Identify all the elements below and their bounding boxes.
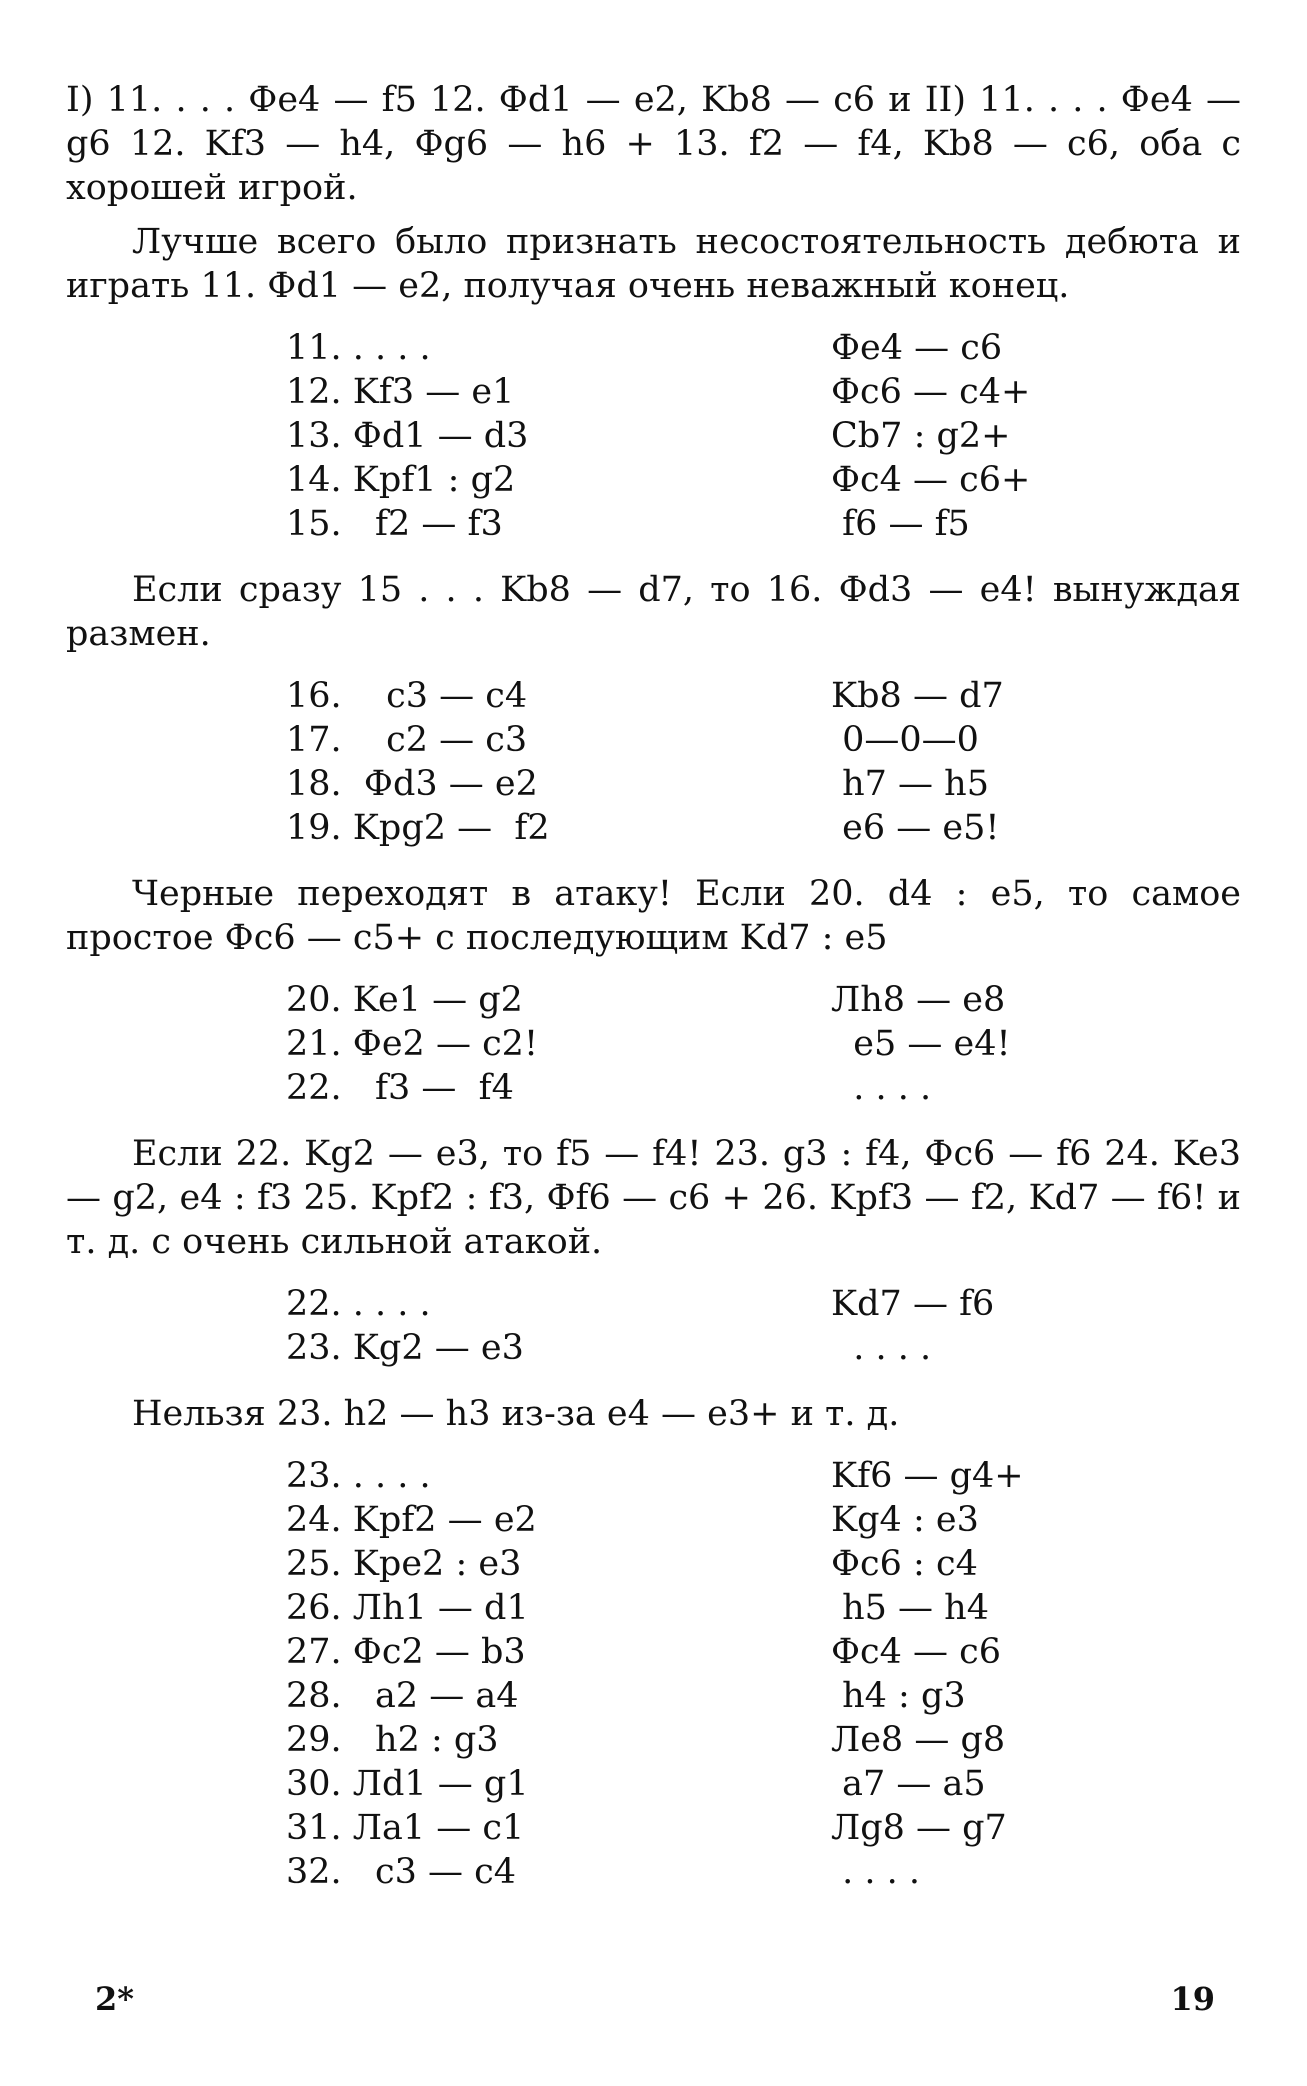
black-move: Лg8 — g7	[831, 1808, 1007, 1848]
paragraph-immediate: Если сразу 15 . . . Kb8 — d7, то 16. Фd3 — e4! вынуждая размен.	[66, 570, 1241, 654]
black-move: Cb7 : g2+	[831, 416, 1011, 456]
signature-mark: 2*	[95, 1980, 134, 2018]
white-move: 19. Kpg2 — f2	[286, 808, 550, 848]
black-move: Фс4 — с6	[831, 1632, 1002, 1672]
white-move: 26. Лh1 — d1	[286, 1588, 529, 1628]
white-move: 13. Фd1 — d3	[286, 416, 529, 456]
move-table-2	[286, 674, 1241, 850]
black-move: Фс6 : с4	[831, 1544, 978, 1584]
white-move: 29. h2 : g3	[286, 1720, 499, 1760]
white-move: 22. . . . .	[286, 1284, 431, 1324]
black-move: f6 — f5	[831, 504, 970, 544]
white-move: 28. a2 — a4	[286, 1676, 519, 1716]
paragraph-attack: Черные переходят в атаку! Если 20. d4 : e5, то самое простое Фс6 — с5+ с последующим Kd7 : e5	[66, 874, 1241, 958]
white-move: 21. Фе2 — с2!	[286, 1024, 539, 1064]
white-move: 31. Лa1 — c1	[286, 1808, 525, 1848]
black-move: Kd7 — f6	[831, 1284, 995, 1324]
white-move: 32. c3 — c4	[286, 1852, 517, 1892]
white-move: 14. Kpf1 : g2	[286, 460, 516, 500]
white-move: 22. f3 — f4	[286, 1068, 514, 1108]
paragraph-best-move: Лучше всего было признать несостоятельность дебюта и играть 11. Фd1 — e2, получая очень неважный конец.	[66, 222, 1241, 306]
black-move: Kf6 — g4+	[831, 1456, 1024, 1496]
black-move: Лh8 — e8	[831, 980, 1006, 1020]
black-move: Фс4 — с6+	[831, 460, 1031, 500]
move-table-1	[286, 326, 1241, 546]
move-table-3	[286, 978, 1241, 1110]
black-move: Фс6 — с4+	[831, 372, 1031, 412]
white-move: 24. Kpf2 — e2	[286, 1500, 537, 1540]
black-move: . . . .	[831, 1852, 921, 1892]
black-move: e6 — e5!	[831, 808, 1000, 848]
black-move: Фе4 — с6	[831, 328, 1003, 368]
black-move: Kb8 — d7	[831, 676, 1004, 716]
black-move: h4 : g3	[831, 1676, 966, 1716]
white-move: 15. f2 — f3	[286, 504, 503, 544]
white-move: 11. . . . .	[286, 328, 431, 368]
paragraph-strong-attack: Если 22. Kg2 — e3, то f5 — f4! 23. g3 : f4, Фс6 — f6 24. Ke3 — g2, e4 : f3 25. Kpf2 : f3, Фf6 — c6 + 26. Kpf3 — f2, Kd7 — f6! и т. д. с очень сильной атакой.	[66, 1134, 1241, 1262]
white-move: 18. Фd3 — e2	[286, 764, 538, 804]
white-move: 30. Лd1 — g1	[286, 1764, 529, 1804]
black-move: h5 — h4	[831, 1588, 989, 1628]
white-move: 23. . . . .	[286, 1456, 431, 1496]
white-move: 16. c3 — c4	[286, 676, 528, 716]
white-move: 23. Kg2 — e3	[286, 1328, 524, 1368]
black-move: a7 — a5	[831, 1764, 986, 1804]
white-move: 25. Kpe2 : e3	[286, 1544, 522, 1584]
move-table-5	[286, 1454, 1241, 1894]
paragraph-forbidden: Нельзя 23. h2 — h3 из-за e4 — e3+ и т. д.	[132, 1394, 900, 1434]
move-table-4	[286, 1282, 1241, 1370]
white-move: 12. Kf3 — e1	[286, 372, 515, 412]
white-move: 17. c2 — c3	[286, 720, 528, 760]
black-move: h7 — h5	[831, 764, 989, 804]
black-move: 0—0—0	[831, 720, 979, 760]
black-move: Kg4 : e3	[831, 1500, 979, 1540]
paragraph-variations: I) 11. . . . Фе4 — f5 12. Фd1 — e2, Kb8 — c6 и II) 11. . . . Фе4 — g6 12. Kf3 — h4, Фg6 — h6 + 13. f2 — f4, Kb8 — c6, оба с хорошей игрой.	[66, 80, 1241, 208]
black-move: . . . .	[831, 1068, 932, 1108]
book-page	[66, 78, 1241, 1916]
black-move: e5 — e4!	[831, 1024, 1011, 1064]
page-number: 19	[1170, 1980, 1215, 2018]
white-move: 27. Фс2 — b3	[286, 1632, 526, 1672]
black-move: . . . .	[831, 1328, 932, 1368]
white-move: 20. Ke1 — g2	[286, 980, 523, 1020]
black-move: Лe8 — g8	[831, 1720, 1006, 1760]
